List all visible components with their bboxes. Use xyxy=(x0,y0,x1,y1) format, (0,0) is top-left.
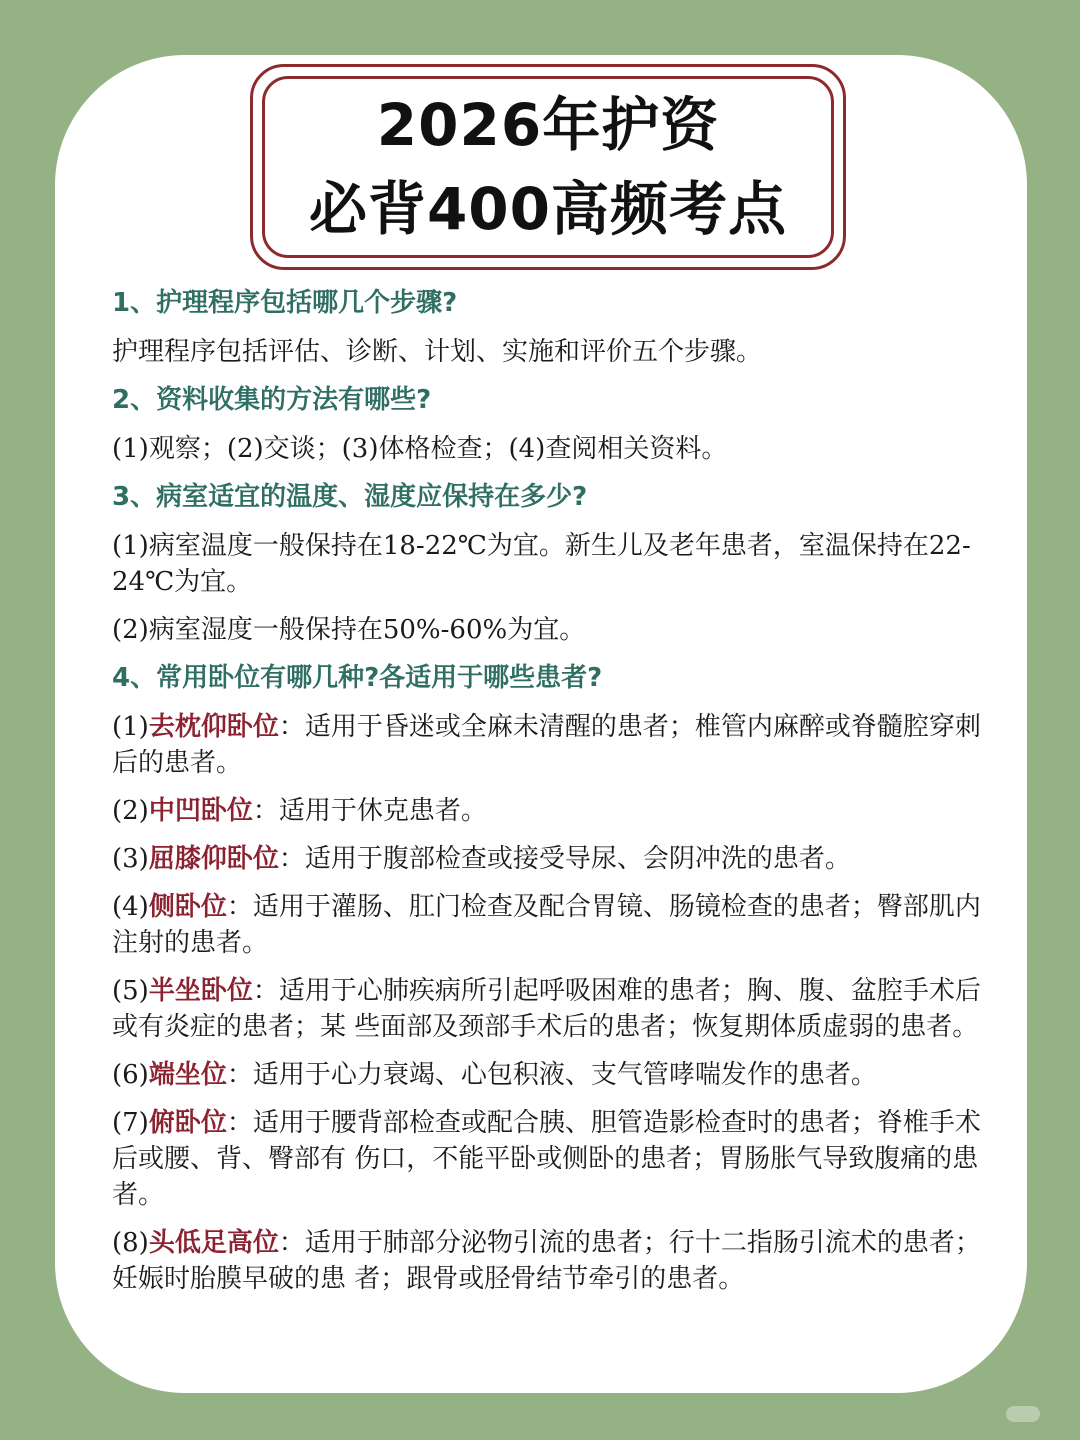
answer-paragraph xyxy=(112,793,982,829)
answer-text: ：适用于肺部分泌物引流的患者；行十二指肠引流术的患者；妊娠时胎膜早破的患 者；跟骨或胫骨结节牵引的患者。 xyxy=(112,1228,981,1294)
position-term: 俯卧位 xyxy=(148,1108,227,1138)
answer-paragraph xyxy=(112,1225,982,1297)
answer-paragraph xyxy=(112,973,982,1045)
answer-number: (3) xyxy=(112,844,149,874)
title-line-1: 2026年护资 xyxy=(376,91,720,159)
answer-text: ：适用于腹部检查或接受导尿、会阴冲洗的患者。 xyxy=(278,844,851,874)
answer-paragraph xyxy=(112,1105,982,1213)
watermark xyxy=(1006,1406,1040,1422)
position-term: 去枕仰卧位 xyxy=(148,712,279,742)
answer-text: ：适用于灌肠、肛门检查及配合胃镜、肠镜检查的患者；臀部肌内注射的患者。 xyxy=(112,892,981,958)
answer-text: (1)观察；(2)交谈；(3)体格检查；(4)查阅相关资料。 xyxy=(112,434,728,464)
answer-number: (2) xyxy=(112,796,149,826)
answer-text: ：适用于心肺疾病所引起呼吸困难的患者；胸、腹、盆腔手术后或有炎症的患者；某 些面部及颈部手术后的患者；恢复期体质虚弱的患者。 xyxy=(112,976,981,1042)
answer-number: (4) xyxy=(112,892,149,922)
position-term: 头低足高位 xyxy=(148,1228,279,1258)
answer-text: ：适用于昏迷或全麻未清醒的患者；椎管内麻醉或脊髓腔穿刺后的患者。 xyxy=(112,712,981,778)
answer-text: ：适用于心力衰竭、心包积液、支气管哮喘发作的患者。 xyxy=(226,1060,877,1090)
answer-paragraph xyxy=(112,1057,982,1093)
answer-number: (1) xyxy=(112,712,149,742)
answer-paragraph xyxy=(112,334,982,370)
answer-number: (8) xyxy=(112,1228,149,1258)
answer-text: (2)病室湿度一般保持在50%-60%为宜。 xyxy=(112,615,586,645)
position-term: 侧卧位 xyxy=(148,892,227,922)
qa-list xyxy=(112,285,982,1309)
position-term: 端坐位 xyxy=(148,1060,227,1090)
answer-paragraph xyxy=(112,709,982,781)
answer-text: ：适用于休克患者。 xyxy=(252,796,487,826)
position-term: 中凹卧位 xyxy=(148,796,253,826)
answer-paragraph xyxy=(112,431,982,467)
answer-number: (7) xyxy=(112,1108,149,1138)
question-heading: 2、资料收集的方法有哪些? xyxy=(112,385,432,415)
answer-number: (6) xyxy=(112,1060,149,1090)
title-line-2: 必背400高频考点 xyxy=(308,175,788,243)
position-term: 屈膝仰卧位 xyxy=(148,844,279,874)
title-frame xyxy=(250,64,846,270)
answer-text: (1)病室温度一般保持在18-22℃为宜。新生儿及老年患者，室温保持在22-24℃为宜。 xyxy=(112,531,971,597)
answer-paragraph xyxy=(112,612,982,648)
position-term: 半坐卧位 xyxy=(148,976,253,1006)
title-frame-inner xyxy=(262,76,834,258)
answer-paragraph xyxy=(112,841,982,877)
answer-text: ：适用于腰背部检查或配合胰、胆管造影检查时的患者；脊椎手术后或腰、背、臀部有 伤口，不能平卧或侧卧的患者；胃肠胀气导致腹痛的患者。 xyxy=(112,1108,981,1210)
question-heading: 3、病室适宜的温度、湿度应保持在多少? xyxy=(112,482,588,512)
answer-text: 护理程序包括评估、诊断、计划、实施和评价五个步骤。 xyxy=(112,337,763,367)
answer-paragraph xyxy=(112,889,982,961)
question-heading: 4、常用卧位有哪几种?各适用于哪些患者? xyxy=(112,663,603,693)
answer-paragraph xyxy=(112,528,982,600)
question-heading: 1、护理程序包括哪几个步骤? xyxy=(112,288,458,318)
answer-number: (5) xyxy=(112,976,149,1006)
